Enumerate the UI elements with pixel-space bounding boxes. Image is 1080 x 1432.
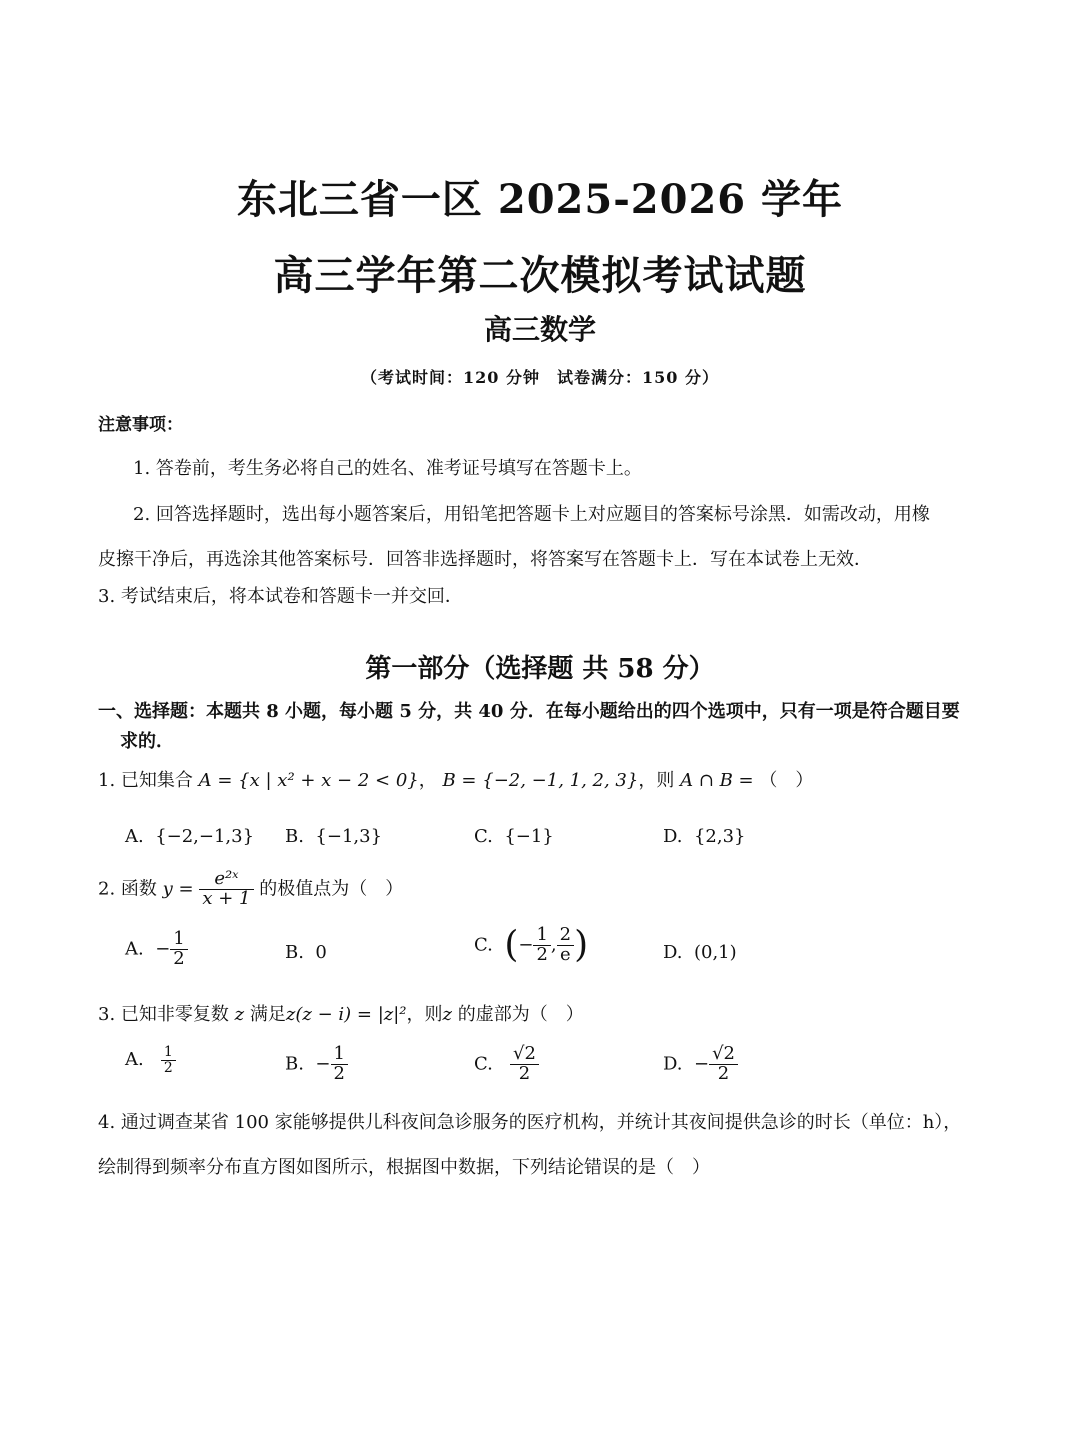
q2-text-a: 函数 [120, 878, 157, 900]
option-label: D. [663, 942, 683, 963]
q1-paren: （ ） [759, 770, 814, 791]
q3-text-c: ，则 [406, 1004, 443, 1025]
q2-option-c [474, 926, 588, 965]
option-label: A. [125, 938, 144, 960]
frac-den: 2 [717, 1062, 730, 1084]
option-value: 0 [315, 942, 327, 963]
q3-option-b [285, 1045, 348, 1084]
q2-option-a [125, 930, 188, 969]
q3-number: 3. [98, 1004, 116, 1025]
option-fraction [709, 1045, 738, 1084]
option-fraction-2 [557, 926, 574, 965]
q3-var: z [234, 1004, 245, 1025]
part1-heading: 第一部分（选择题 共 58 分） [365, 654, 715, 684]
q2-y-eq: y = [162, 878, 194, 900]
option-value: {−1} [504, 826, 554, 847]
q3-option-c [474, 1045, 539, 1084]
exam-subject: 高三数学 [483, 313, 596, 346]
option-fraction-1 [533, 926, 550, 965]
option-value: (0,1) [693, 942, 737, 963]
option-sign: − [693, 1053, 710, 1075]
option-value: {2,3} [693, 826, 746, 847]
question-2 [98, 870, 403, 909]
q1-text-b: ，则 [638, 770, 675, 791]
q2-option-d [663, 942, 737, 963]
open-paren: ( [504, 924, 519, 966]
notice-item-2-line2: 皮擦干净后，再选涂其他答案标号．回答非选择题时，将答案写在答题卡上．写在本试卷上无效． [98, 549, 872, 570]
frac-den: 2 [173, 947, 185, 969]
option-label: D. [663, 1053, 683, 1075]
frac-num: 1 [161, 1045, 176, 1061]
exam-info: （考试时间：120 分钟 试卷满分：150 分） [361, 368, 719, 387]
q3-text-a: 已知非零复数 [120, 1004, 229, 1025]
option-sign: − [315, 1053, 331, 1075]
question-4-line1: 4. 通过调查某省 100 家能够提供儿科夜间急诊服务的医疗机构，并统计其夜间提供急诊的时长（单位：h）， [98, 1112, 962, 1133]
close-paren: ) [574, 924, 589, 966]
q1-number: 1. [98, 770, 116, 791]
q3-text-d: 的虚部为（ ） [457, 1004, 584, 1025]
q1-option-a [125, 826, 254, 847]
frac-den: 2 [163, 1059, 173, 1076]
option-sign: − [155, 938, 171, 960]
comma: , [550, 934, 557, 956]
q1-sep: ， [418, 770, 437, 791]
option-fraction [161, 1045, 176, 1075]
option-label: C. [474, 1053, 493, 1075]
option-label: C. [474, 934, 493, 956]
q2-frac-num: e²ˣ [199, 870, 253, 890]
q1-option-d [663, 826, 746, 847]
notice-item-3: 3. 考试结束后，将本试卷和答题卡一并交回． [98, 586, 463, 607]
q3-condition: z(z − i) = |z|² [285, 1004, 407, 1025]
q1-option-b [285, 826, 382, 847]
option-value: {−2,−1,3} [155, 826, 255, 847]
frac-num: √2 [709, 1045, 738, 1065]
frac-num: √2 [510, 1045, 539, 1065]
frac-den: 2 [333, 1062, 345, 1084]
frac-den: e [560, 943, 571, 965]
frac-den: 2 [518, 1062, 531, 1084]
option-fraction [170, 930, 187, 969]
q3-var2: z [442, 1004, 453, 1025]
q1-set-b: B = {−2, −1, 1, 2, 3} [442, 770, 639, 791]
q2-number: 2. [98, 878, 116, 900]
option-label: B. [285, 826, 304, 847]
exam-title-line2: 高三学年第二次模拟考试试题 [273, 252, 807, 299]
frac-num: 2 [557, 926, 574, 946]
frac-num: 1 [170, 930, 187, 950]
q3-option-d [663, 1045, 738, 1084]
frac-num: 1 [331, 1045, 348, 1065]
notice-item-2-line1: 2. 回答选择题时，选出每小题答案后，用铅笔把答题卡上对应题目的答案标号涂黑．如需改动，用橡 [133, 504, 930, 525]
option-fraction [331, 1045, 348, 1084]
option-label: A. [125, 1049, 144, 1071]
option-label: A. [125, 826, 144, 847]
question-1 [98, 766, 813, 792]
q2-text-b: 的极值点为（ ） [259, 878, 404, 900]
q1-set-a: A = {x | x² + x − 2 < 0} [198, 770, 419, 791]
option-label: B. [285, 1053, 304, 1075]
q3-option-a [125, 1045, 176, 1075]
q1-text-a: 已知集合 [120, 770, 193, 791]
q1-option-c [474, 826, 554, 847]
frac-den: 2 [536, 943, 548, 965]
frac-num: 1 [533, 926, 550, 946]
q2-option-b [285, 942, 327, 963]
notice-item-1: 1. 答卷前，考生务必将自己的姓名、准考证号填写在答题卡上。 [133, 458, 642, 479]
question-3 [98, 1000, 584, 1026]
section-heading-line1: 一、选择题：本题共 8 小题，每小题 5 分，共 40 分．在每小题给出的四个选项中，只有一项是符合题目要 [98, 701, 960, 722]
option-fraction [510, 1045, 539, 1084]
option-label: C. [474, 826, 493, 847]
option-label: B. [285, 942, 304, 963]
section-heading-line2: 求的． [120, 731, 174, 752]
q1-ask: A ∩ B = [680, 770, 754, 791]
exam-title-line1: 东北三省一区 2025-2026 学年 [236, 176, 844, 223]
notice-heading: 注意事项： [98, 415, 183, 435]
option-sign: − [518, 934, 534, 956]
q2-fraction [199, 870, 253, 909]
q3-text-b: 满足 [249, 1004, 286, 1025]
option-value: {−1,3} [315, 826, 383, 847]
q2-frac-den: x + 1 [202, 887, 251, 909]
option-label: D. [663, 826, 683, 847]
question-4-line2: 绘制得到频率分布直方图如图所示，根据图中数据，下列结论错误的是（ ） [98, 1157, 710, 1178]
